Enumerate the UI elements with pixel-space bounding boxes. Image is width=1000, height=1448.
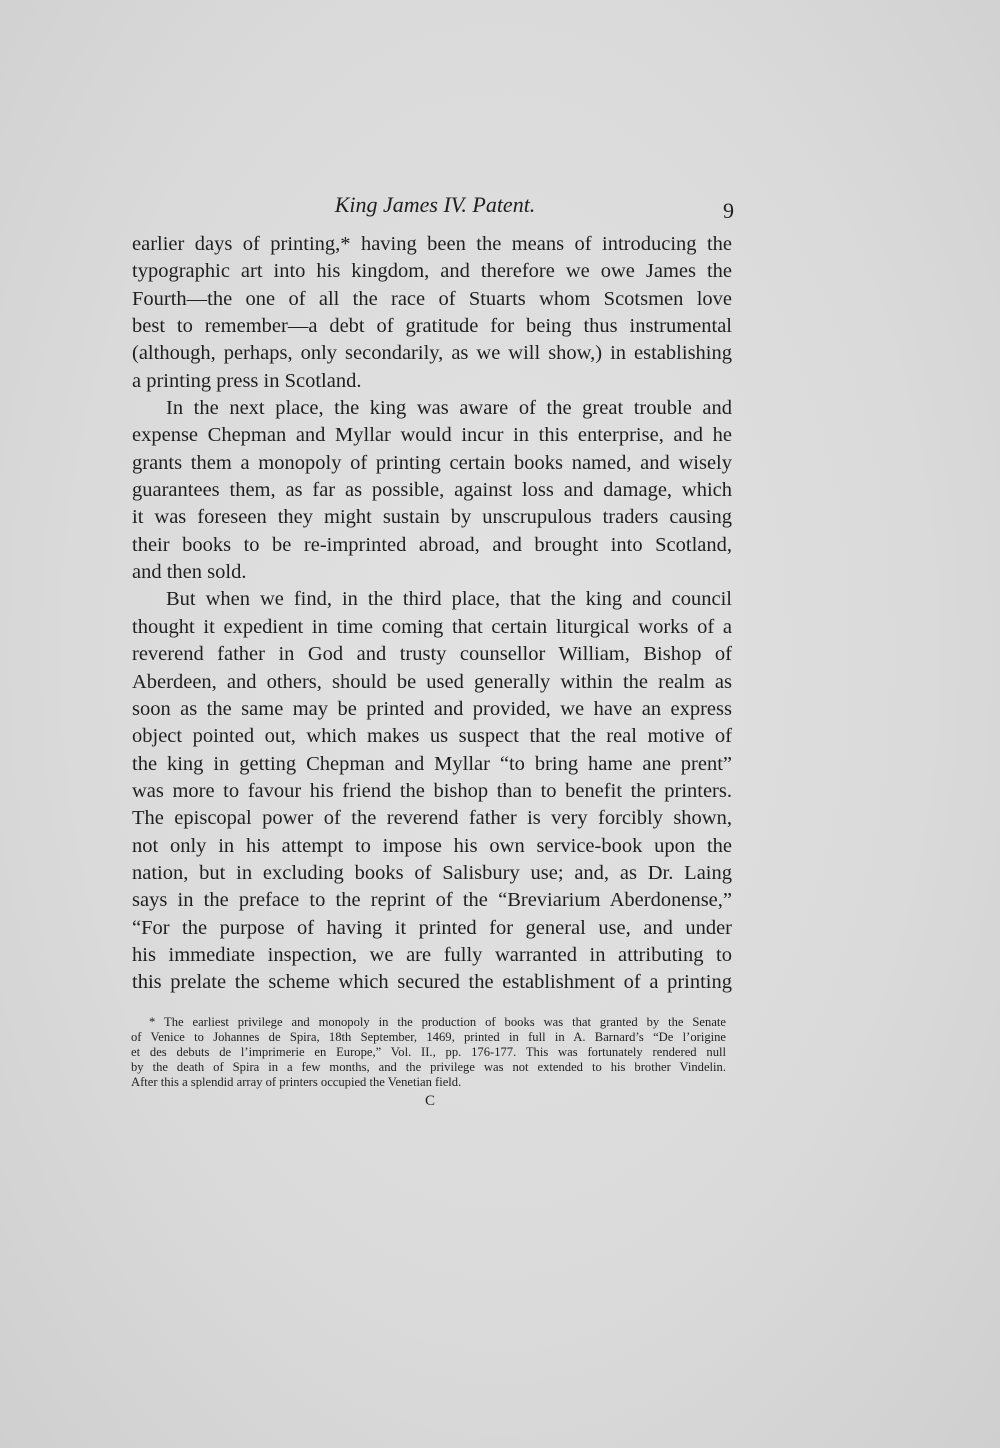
text-line: object pointed out, which makes us suspect that the real motive of: [132, 725, 732, 748]
footnote-line: by the death of Spira in a few months, and the privilege was not extended to his brother Vindelin.: [131, 1060, 726, 1074]
text-line: expense Chepman and Myllar would incur in this enterprise, and he: [132, 424, 732, 447]
text-line: “For the purpose of having it printed for general use, and under: [132, 916, 732, 939]
text-line: But when we find, in the third place, that the king and council: [166, 588, 732, 611]
text-line: the king in getting Chepman and Myllar “to bring hame ane prent”: [132, 752, 732, 775]
text-line: and then sold.: [132, 561, 247, 584]
footnote-line: of Venice to Johannes de Spira, 18th September, 1469, printed in full in A. Barnard’s “De l’origine: [131, 1030, 726, 1044]
text-line: guarantees them, as far as possible, against loss and damage, which: [132, 479, 732, 502]
text-line: this prelate the scheme which secured the establishment of a printing: [132, 971, 732, 994]
body-text: [132, 231, 732, 997]
text-line: soon as the same may be printed and provided, we have an express: [132, 697, 732, 720]
footnote-line: * The earliest privilege and monopoly in the production of books was that granted by the Senate: [149, 1015, 726, 1029]
text-line: Aberdeen, and others, should be used generally within the realm as: [132, 670, 732, 693]
text-line: best to remember—a debt of gratitude for being thus instrumental: [132, 315, 732, 338]
running-head: [132, 190, 738, 226]
text-line: says in the preface to the reprint of the “Breviarium Aberdonense,”: [132, 889, 732, 912]
text-line: In the next place, the king was aware of the great trouble and: [166, 397, 732, 420]
text-line: their books to be re-imprinted abroad, and brought into Scotland,: [132, 533, 732, 556]
text-line: thought it expedient in time coming that certain liturgical works of a: [132, 615, 732, 638]
text-line: a printing press in Scotland.: [132, 369, 362, 392]
footnote-line: et des debuts de l’imprimerie en Europe,” Vol. II., pp. 176-177. This was fortunately rendered null: [131, 1045, 726, 1059]
signature-mark: C: [424, 1093, 435, 1109]
text-line: was more to favour his friend the bishop than to benefit the printers.: [132, 779, 732, 802]
text-line: his immediate inspection, we are fully warranted in attributing to: [132, 943, 732, 966]
text-line: (although, perhaps, only secondarily, as we will show,) in establishing: [132, 342, 732, 365]
text-line: The episcopal power of the reverend father is very forcibly shown,: [132, 807, 732, 830]
text-line: not only in his attempt to impose his own service-book upon the: [132, 834, 732, 857]
page-number: 9: [723, 198, 734, 223]
text-line: nation, but in excluding books of Salisbury use; and, as Dr. Laing: [132, 861, 732, 884]
text-line: grants them a monopoly of printing certain books named, and wisely: [132, 451, 732, 474]
footnote-line: After this a splendid array of printers occupied the Venetian field.: [131, 1075, 462, 1089]
text-line: it was foreseen they might sustain by unscrupulous traders causing: [132, 506, 732, 529]
text-line: earlier days of printing,* having been the means of introducing the: [132, 233, 732, 255]
text-line: typographic art into his kingdom, and therefore we owe James the: [132, 260, 732, 283]
footnote: [131, 1015, 726, 1090]
text-line: reverend father in God and trusty counsellor William, Bishop of: [132, 643, 732, 666]
running-title: King James IV. Patent.: [334, 192, 536, 217]
text-line: Fourth—the one of all the race of Stuarts whom Scotsmen love: [132, 287, 732, 310]
